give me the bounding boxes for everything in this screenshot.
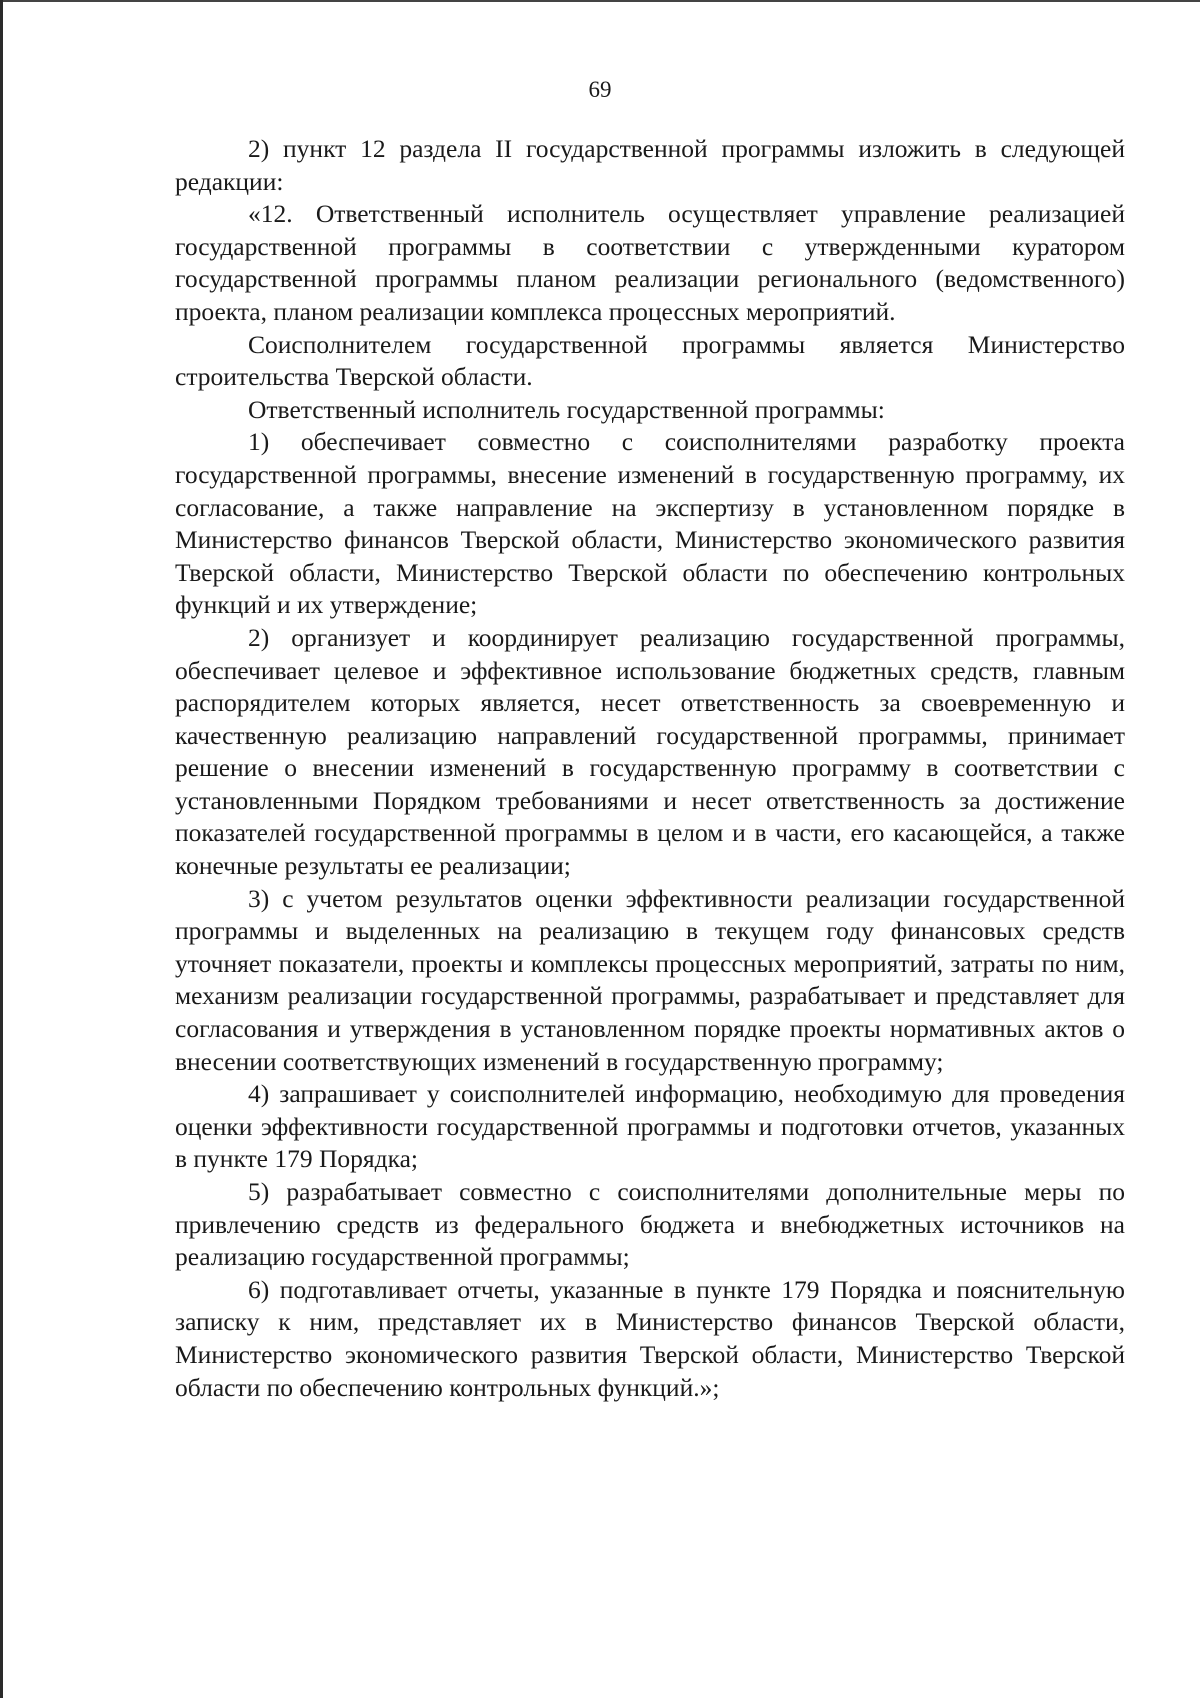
list-item-6: 6) подготавливает отчеты, указанные в пункте 179 Порядка и пояснительную записку к ним, представляет их в Министерство финансов Тверской области, Министерство экономического развития Тверской области, Министерство Тверской области по обеспечению контрольных функций.»;	[175, 1274, 1125, 1402]
page-number: 69	[588, 77, 612, 102]
list-item-5: 5) разрабатывает совместно с соисполнителями дополнительные меры по привлечению средств из федерального бюджета и внебюджетных источников на реализацию государственной программы;	[175, 1177, 1125, 1272]
list-item-3: 3) с учетом результатов оценки эффективности реализации государственной программы и выделенных на реализацию в текущем году финансовых средств уточняет показатели, проекты и комплексы процессных мероприятий, затраты по ним, механизм реализации государственной программы, разрабатывает и представляет для согласования и утверждения в установленном порядке проекты нормативных актов о внесении соответствующих изменений в государственную программу;	[175, 883, 1125, 1076]
list-item-1: 1) обеспечивает совместно с соисполнителями разработку проекта государственной программы, внесение изменений в государственную программу, их согласование, а также направление на экспертизу в установленном порядке в Министерство финансов Тверской области, Министерство экономического развития Тверской области, Министерство Тверской области по обеспечению контрольных функций и их утверждение;	[175, 427, 1125, 620]
paragraph-amendment-intro: 2) пункт 12 раздела II государственной программы изложить в следующей редакции:	[175, 134, 1125, 196]
document-body	[175, 133, 1125, 1404]
paragraph-clause-12: «12. Ответственный исполнитель осуществляет управление реализацией государственной программы в соответствии с утвержденными куратором государственной программы планом реализации регионального (ведомственного) проекта, планом реализации комплекса процессных мероприятий.	[175, 199, 1125, 326]
list-item-2: 2) организует и координирует реализацию государственной программы, обеспечивает целевое и эффективное использование бюджетных средств, главным распорядителем которых является, несет ответственность за своевременную и качественную реализацию направлений государственной программы, принимает решение о внесении изменений в государственную программу в соответствии с установленными Порядком требованиями и несет ответственность за достижение показателей государственной программы в целом и в части, его касающейся, а также конечные результаты ее реализации;	[175, 622, 1125, 881]
paragraph-responsible-executor: Ответственный исполнитель государственной программы:	[248, 394, 885, 424]
list-item-4: 4) запрашивает у соисполнителей информацию, необходимую для проведения оценки эффективности государственной программы и подготовки отчетов, указанных в пункте 179 Порядка;	[175, 1079, 1125, 1174]
paragraph-co-executor: Соисполнителем государственной программы является Министерство строительства Тверской области.	[175, 329, 1125, 392]
